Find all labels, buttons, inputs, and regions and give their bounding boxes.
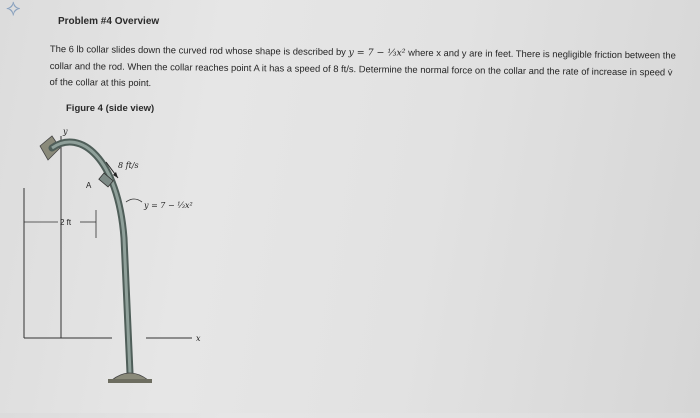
corner-mark-icon: ⟡ [6,0,21,20]
problem-text-before: The 6 lb collar slides down the curved rod whose shape is described by [49,42,349,58]
problem-equation: y = 7 − ⅓x² [348,47,406,59]
x-axis-label: x [196,334,201,343]
dimension-label: 2 ft [60,218,72,227]
bottom-support [112,373,148,380]
point-a-label: A [86,181,92,190]
y-axis-label: y [63,127,68,136]
figure [0,118,260,413]
curve-label: y = 7 − ⅓x² [144,201,193,210]
figure-caption: Figure 4 (side view) [66,103,155,114]
figure-drawing [0,118,260,413]
curve-leader [126,199,142,202]
problem-text-after: where x and y are in feet. There is negligible friction between the collar and the rod. When the collar reaches point A it has a speed of 8 ft/s. Determine the normal force on the collar and the rate of increase in speed v̇ of the collar at this point. [49,46,676,89]
speed-label: 8 ft/s [118,161,139,170]
problem-statement [49,41,679,97]
page-title: Problem #4 Overview [58,16,160,27]
bottom-support-base [108,379,152,383]
